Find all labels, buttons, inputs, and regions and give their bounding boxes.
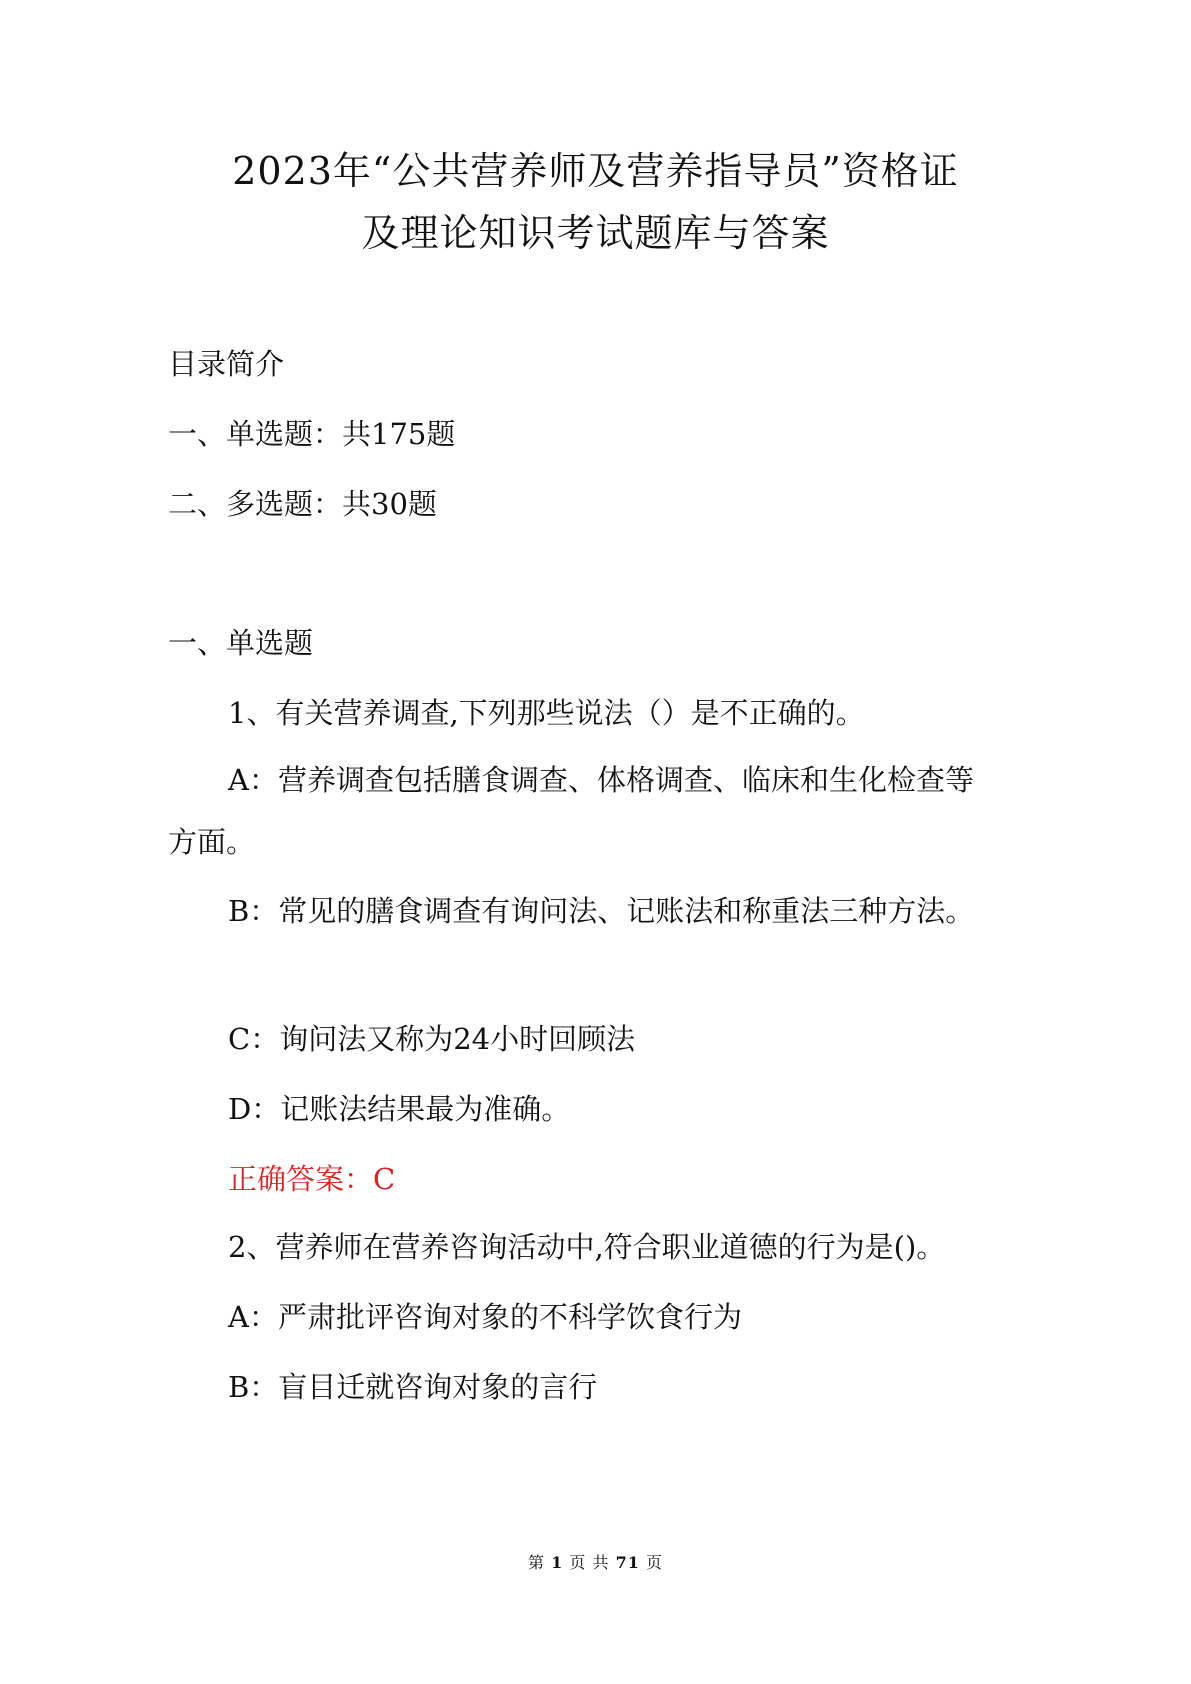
title-line-2: 及理论知识考试题库与答案 (361, 211, 830, 255)
question-2-option-a: A：严肃批评咨询对象的不科学饮食行为 (228, 1300, 742, 1334)
toc-item-multiple-choice: 二、多选题：共30题 (168, 487, 437, 521)
toc-heading: 目录简介 (168, 347, 285, 381)
question-2-stem: 2、营养师在营养咨询活动中,符合职业道德的行为是()。 (228, 1230, 946, 1264)
toc-item-single-choice: 一、单选题：共175题 (168, 417, 456, 451)
document-title (0, 140, 1191, 264)
footer-middle: 页 共 (569, 1553, 610, 1572)
page-footer (0, 1550, 1191, 1573)
question-2-option-b: B：盲目迁就咨询对象的言行 (228, 1370, 598, 1404)
question-1-option-a: A：营养调查包括膳食调查、体格调查、临床和生化检查等方面。 (168, 763, 974, 859)
section-heading: 一、单选题 (168, 626, 314, 660)
footer-total-pages: 71 (615, 1553, 640, 1572)
footer-current-page: 1 (551, 1553, 564, 1572)
footer-prefix: 第 (528, 1553, 546, 1572)
question-1-stem: 1、有关营养调查,下列那些说法（）是不正确的。 (228, 696, 865, 730)
question-1-option-b: B：常见的膳食调查有询问法、记账法和称重法三种方法。 (228, 894, 975, 928)
question-1-answer: 正确答案：C (228, 1162, 396, 1196)
question-1-option-d: D：记账法结果最为准确。 (228, 1092, 571, 1126)
title-line-1: 2023年“公共营养师及营养指导员”资格证 (232, 149, 959, 193)
footer-suffix: 页 (645, 1553, 663, 1572)
question-1-option-c: C：询问法又称为24小时回顾法 (228, 1022, 636, 1056)
